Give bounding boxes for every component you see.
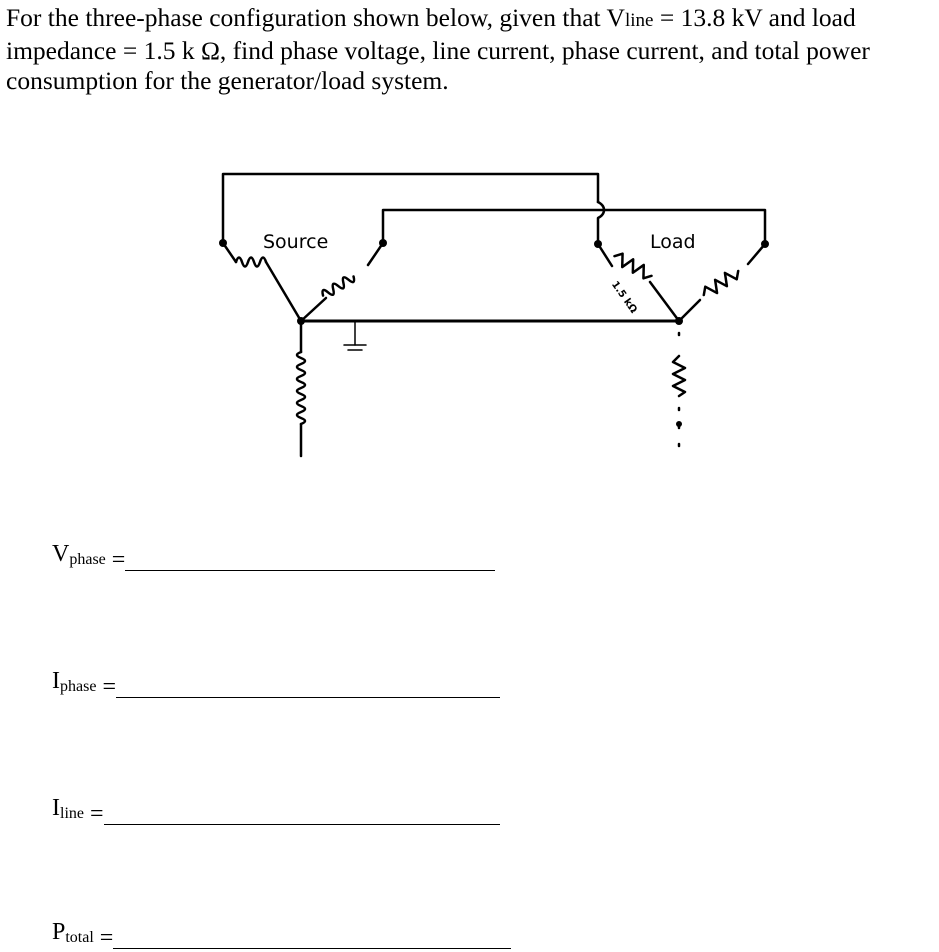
iline-subscript: line xyxy=(60,805,84,822)
vphase-letter: V xyxy=(52,541,70,567)
ground-icon xyxy=(344,345,366,350)
problem-line-1-suffix: = 13.8 kV and load xyxy=(653,3,856,32)
iphase-subscript: phase xyxy=(60,678,97,695)
source-node-b xyxy=(379,239,387,247)
iphase-letter: I xyxy=(52,668,60,694)
load-lead-b2 xyxy=(679,300,700,321)
source-coil-a xyxy=(236,258,266,267)
load-node-c xyxy=(676,421,682,427)
iline-letter: I xyxy=(52,795,60,821)
vphase-equals: = xyxy=(111,547,126,573)
load-node-b xyxy=(761,240,769,248)
source-lead-a2 xyxy=(266,262,301,321)
iline-symbol xyxy=(52,794,84,828)
answer-iline xyxy=(52,794,500,828)
load-lead-a2 xyxy=(650,282,679,321)
load-label: Load xyxy=(650,231,696,253)
ptotal-answer-blank[interactable] xyxy=(113,948,511,949)
iline-answer-blank[interactable] xyxy=(104,824,500,825)
source-coil-c xyxy=(297,352,305,424)
iphase-equals: = xyxy=(102,674,116,700)
ptotal-subscript: total xyxy=(65,929,94,946)
load-node-a xyxy=(594,240,602,248)
iphase-answer-blank[interactable] xyxy=(116,697,500,698)
ptotal-equals: = xyxy=(99,925,114,951)
load-neutral-node xyxy=(675,317,683,325)
resistor-value-label: 1.5 kΩ xyxy=(608,279,639,316)
iphase-symbol xyxy=(52,667,96,701)
problem-line-1-text: For the three-phase configuration shown below, given that V xyxy=(6,3,625,32)
answer-vphase xyxy=(52,540,495,574)
load-resistor-c xyxy=(673,356,685,396)
vphase-answer-blank[interactable] xyxy=(125,570,495,571)
ptotal-symbol xyxy=(52,918,94,952)
vphase-subscript: phase xyxy=(69,551,106,568)
source-neutral-node xyxy=(297,317,305,325)
problem-line-2: impedance = 1.5 k Ω, find phase voltage, line current, phase current, and total power xyxy=(6,36,870,65)
vline-subscript: line xyxy=(624,10,654,31)
answer-iphase xyxy=(52,667,500,701)
iline-equals: = xyxy=(90,801,104,827)
vphase-symbol xyxy=(52,540,106,574)
problem-line-3: consumption for the generator/load system. xyxy=(6,66,449,95)
answer-ptotal xyxy=(52,918,511,952)
source-node-a xyxy=(219,239,227,247)
ptotal-letter: P xyxy=(52,919,66,945)
load-resistor-b xyxy=(700,266,741,300)
wire-top-inner xyxy=(383,210,765,244)
source-coil-b xyxy=(321,273,356,300)
source-label: Source xyxy=(263,231,329,253)
wire-crossover xyxy=(598,202,604,244)
source-lead-b2 xyxy=(301,298,326,321)
load-resistor-a xyxy=(612,251,655,281)
